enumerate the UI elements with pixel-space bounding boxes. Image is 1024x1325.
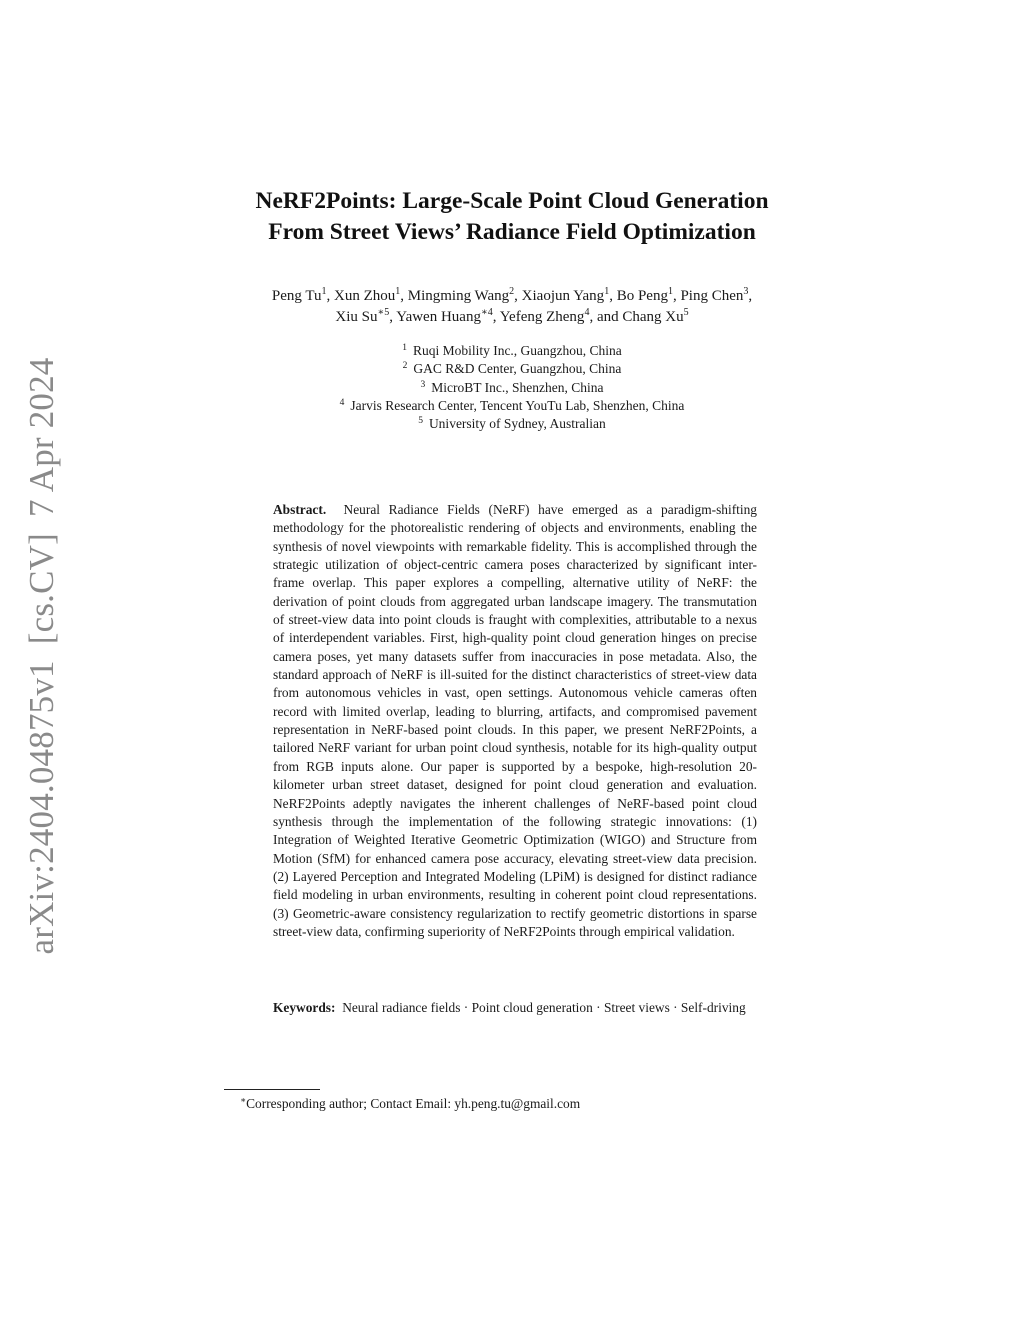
affiliation-list [0, 342, 1024, 433]
author-name: Xiaojun Yang [521, 288, 605, 304]
author-name: Xun Zhou [333, 288, 396, 304]
author-sep: , [672, 288, 681, 304]
author-sep: , [514, 288, 522, 304]
keywords-text: Neural radiance fields · Point cloud generation · Street views · Self-driving [342, 1000, 746, 1015]
author-mark: 1 [604, 286, 610, 297]
author-name: Mingming Wang [407, 288, 510, 304]
title-line-2: From Street Views’ Radiance Field Optimization [268, 219, 756, 245]
author-sep: , [609, 288, 617, 304]
abstract [273, 501, 757, 941]
author-sep: , [400, 288, 408, 304]
affiliation-text: GAC R&D Center, Guangzhou, China [413, 361, 622, 377]
affiliation-text: Jarvis Research Center, Tencent YouTu Lab, Shenzhen, China [350, 397, 685, 413]
author-name: Bo Peng [616, 288, 668, 304]
author-sep: , [748, 288, 753, 304]
footnote-text: Corresponding author; Contact Email: yh.peng.tu@gmail.com [246, 1096, 581, 1111]
author-mark: ∗4 [480, 307, 493, 318]
author-mark: ∗5 [377, 307, 390, 318]
affiliation-number: 3 [420, 379, 426, 390]
arxiv-id: arXiv:2404.04875v1 [22, 660, 61, 955]
author-list [0, 286, 1024, 328]
keywords-label: Keywords: [273, 1000, 336, 1015]
author-sep: , [492, 309, 500, 325]
author-mark: 2 [509, 286, 515, 297]
title-line-1: NeRF2Points: Large-Scale Point Cloud Generation [255, 188, 769, 214]
author-mark: 3 [743, 286, 749, 297]
affiliation-number: 2 [402, 361, 408, 372]
affiliation-item [0, 360, 1024, 378]
author-line-1 [0, 286, 1024, 307]
arxiv-date: 7 Apr 2024 [22, 357, 61, 517]
footnote [240, 1095, 580, 1113]
author-name: Xiu Su [335, 309, 378, 325]
author-sep: , and [589, 309, 623, 325]
affiliation-number: 5 [418, 416, 423, 427]
author-mark: 5 [683, 307, 689, 318]
affiliation-item [0, 397, 1024, 415]
author-name: Peng Tu [271, 288, 322, 304]
author-name: Yawen Huang [396, 309, 481, 325]
affiliation-text: Ruqi Mobility Inc., Guangzhou, China [412, 343, 622, 358]
arxiv-category: [cs.CV] [22, 532, 61, 645]
abstract-text: Neural Radiance Fields (NeRF) have emerged as a paradigm-shifting methodology for the photorealistic rendering of objects and environments, enabling the synthesis of novel viewpoints with remarkable fidelity. This is accomplished through the strategic utilization of object-centric camera poses characterized by significant inter-frame overlap. This paper explores a compelling, alternative utility of NeRF: the derivation of point clouds from aggregated urban landscape imagery. The transmutation of street-view data into point clouds is fraught with complexities, attributable to a nexus of interdependent variables. First, high-quality point cloud generation hinges on precise camera poses, yet many datasets suffer from inaccuracies in pose metadata. Also, the standard approach of NeRF is ill-suited for the distinct characteristics of street-view data from autonomous vehicles in vast, open settings. Autonomous vehicle cameras often record with limited overlap, leading to blurring, artifacts, and compromised pavement representation in NeRF-based point clouds. In this paper, we present NeRF2Points, a tailored NeRF variant for urban point cloud synthesis, notable for its high-quality output from RGB inputs alone. Our paper is supported by a bespoke, high-resolution 20-kilometer urban street dataset, designed for point cloud generation and evaluation. NeRF2Points adeptly navigates the inherent challenges of NeRF-based point cloud synthesis through the implementation of the following strategic innovations: (1) Integration of Weighted Iterative Geometric Optimization (WIGO) and Structure from Motion (SfM) for enhanced camera pose accuracy, elevating street-view data precision. (2) Layered Perception and Integrated Modeling (LPiM) is designed for distinct radiance field modeling in urban environments, resulting in coherent point cloud representations. (3) Geometric-aware consistency regularization to rectify geometric distortions in sparse street-view data, confirming superiority of NeRF2Points through empirical validation. [273, 502, 757, 939]
author-sep: , [389, 309, 397, 325]
keywords [273, 999, 757, 1017]
affiliation-number: 4 [339, 397, 345, 408]
author-name: Chang Xu [622, 309, 684, 325]
paper-title [0, 186, 1024, 248]
abstract-label: Abstract. [273, 502, 327, 517]
author-mark: 4 [584, 307, 590, 318]
author-mark: 1 [395, 286, 401, 297]
author-line-2 [0, 307, 1024, 328]
author-mark: 1 [321, 286, 327, 297]
footnote-mark: ∗ [240, 1095, 247, 1105]
author-mark: 1 [667, 286, 673, 297]
affiliation-item [0, 342, 1024, 360]
author-name: Yefeng Zheng [499, 309, 585, 325]
affiliation-text: MicroBT Inc., Shenzhen, China [431, 379, 604, 395]
affiliation-item [0, 379, 1024, 397]
footnote-divider [224, 1089, 320, 1090]
author-sep: , [326, 288, 334, 304]
affiliation-item [0, 415, 1024, 433]
author-name: Ping Chen [680, 288, 744, 304]
affiliation-text: University of Sydney, Australian [428, 416, 606, 432]
affiliation-number: 1 [402, 343, 407, 353]
